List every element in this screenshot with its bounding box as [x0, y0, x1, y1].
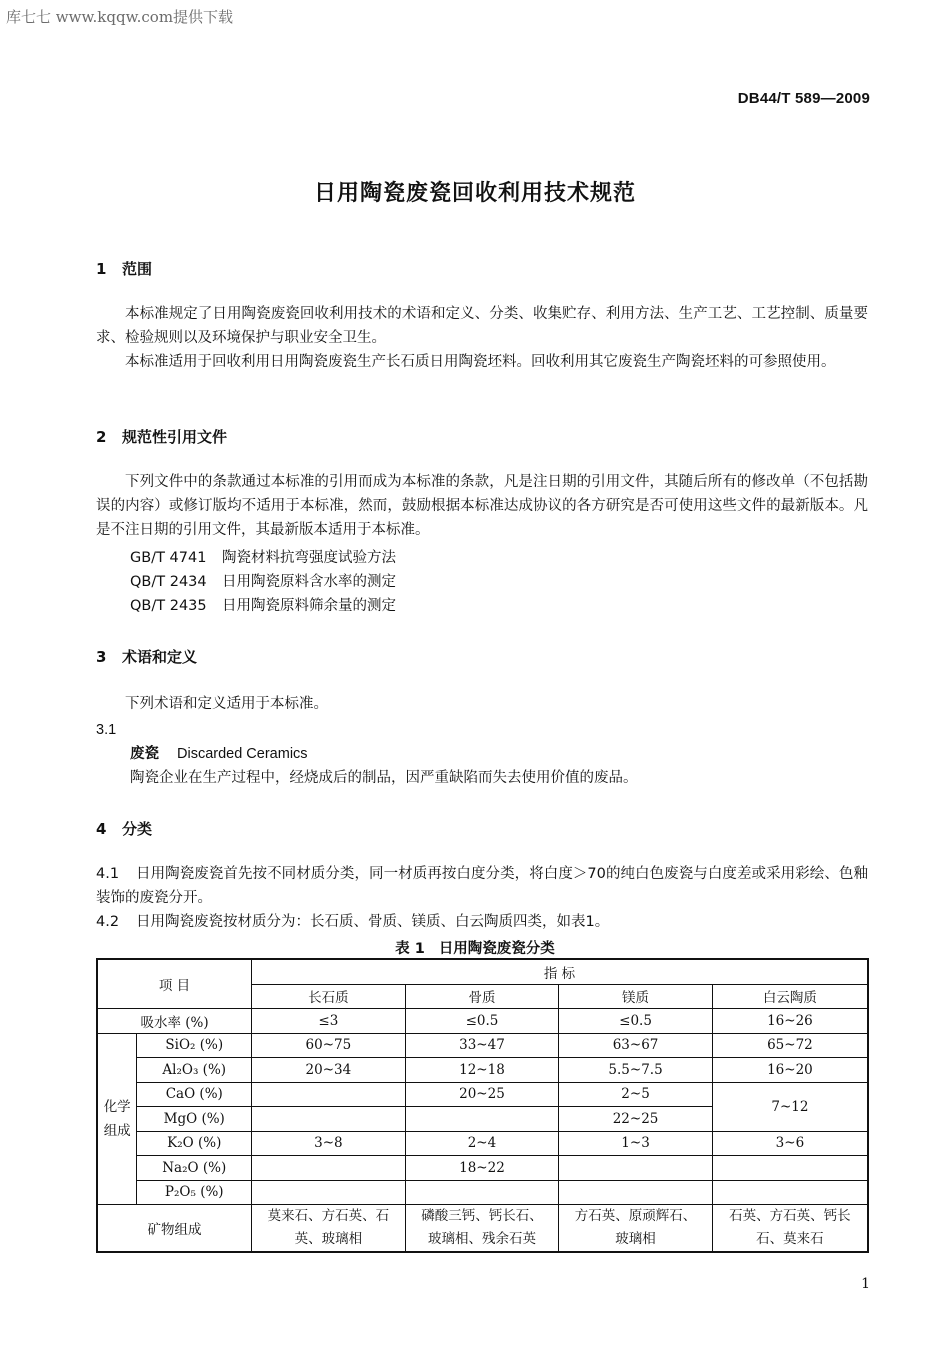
table-cell: 65~72: [712, 1033, 868, 1058]
reference-item: [130, 594, 396, 618]
table-cell: 60~75: [252, 1033, 406, 1058]
table-cell: [252, 1107, 406, 1132]
section-2-heading: [96, 426, 227, 447]
section-3-paragraph-1: 下列术语和定义适用于本标准。: [125, 696, 328, 712]
table-cell: [252, 1180, 406, 1205]
row-label: K₂O (%): [137, 1131, 252, 1156]
cell-line: 玻璃相、残余石英: [427, 1231, 536, 1247]
cell-line: 石英、方石英、钙长: [729, 1208, 851, 1224]
reference-title: 陶瓷材料抗弯强度试验方法: [222, 550, 396, 566]
document-title: 日用陶瓷废瓷回收利用技术规范: [313, 181, 636, 206]
row-label: Na₂O (%): [137, 1156, 252, 1181]
clause-number: 4.1: [96, 866, 120, 882]
clause-4-1: [96, 862, 868, 910]
table-cell: ≤0.5: [559, 1009, 713, 1034]
header-index: 指 标: [252, 959, 868, 984]
table-cell: [252, 1205, 406, 1253]
table-cell: [712, 1205, 868, 1253]
subsection-number: 3.1: [96, 722, 117, 738]
row-label: 吸水率 (%): [97, 1009, 252, 1034]
column-header: 镁质: [559, 984, 713, 1009]
table-cell: 12~18: [405, 1058, 559, 1083]
table-row-al2o3: [97, 1058, 868, 1083]
row-label: Al₂O₃ (%): [137, 1058, 252, 1083]
table-cell: [405, 1107, 559, 1132]
table-cell: [712, 1156, 868, 1181]
term-chinese: 废瓷: [130, 746, 159, 762]
reference-code: QB/T 2435: [130, 598, 207, 614]
table-caption: [0, 937, 950, 958]
reference-item: [130, 570, 396, 594]
clause-4-2: [96, 910, 609, 934]
table-row-mineral: [97, 1205, 868, 1253]
term-definition: 陶瓷企业在生产过程中，经烧成后的制品，因严重缺陷而失去使用价值的废品。: [130, 770, 638, 786]
reference-title: 日用陶瓷原料筛余量的测定: [222, 598, 396, 614]
table-cell: ≤3: [252, 1009, 406, 1034]
section-4-heading: [96, 818, 152, 839]
table-cell: [252, 1156, 406, 1181]
classification-table: [96, 958, 869, 1253]
table-cell: [405, 1205, 559, 1253]
row-label: MgO (%): [137, 1107, 252, 1132]
reference-title: 日用陶瓷原料含水率的测定: [222, 574, 396, 590]
table-cell: 33~47: [405, 1033, 559, 1058]
section-1-paragraph-1: 本标准规定了日用陶瓷废瓷回收利用技术的术语和定义、分类、收集贮存、利用方法、生产工艺、工艺控制、质量要求、检验规则以及环境保护与职业安全卫生。: [96, 306, 868, 346]
reference-code: QB/T 2434: [130, 574, 207, 590]
column-header: 骨质: [405, 984, 559, 1009]
table-cell: 18~22: [405, 1156, 559, 1181]
row-label: 矿物组成: [97, 1205, 252, 1253]
section-number: 1: [96, 260, 107, 278]
section-title: 术语和定义: [122, 648, 198, 666]
table-cell: ≤0.5: [405, 1009, 559, 1034]
table-caption-title: 日用陶瓷废瓷分类: [438, 941, 555, 957]
row-label: SiO₂ (%): [137, 1033, 252, 1058]
table-cell: 20~34: [252, 1058, 406, 1083]
table-row-cao: [97, 1082, 868, 1107]
section-1-heading: [96, 258, 152, 279]
section-number: 2: [96, 428, 107, 446]
term-english: Discarded Ceramics: [177, 746, 308, 762]
table-cell: 20~25: [405, 1082, 559, 1107]
section-3-heading: [96, 646, 197, 667]
cell-line: 磷酸三钙、钙长石、: [421, 1208, 543, 1224]
table-cell: [559, 1156, 713, 1181]
table-cell: 1~3: [559, 1131, 713, 1156]
section-2-paragraph-1: 下列文件中的条款通过本标准的引用而成为本标准的条款，凡是注日期的引用文件，其随后所有的修改单（不包括勘误的内容）或修订版均不适用于本标准，然而，鼓励根据本标准达成协议的各方研究是否可使用这些文件的最新版本。凡是不注日期的引用文件，其最新版本适用于本标准。: [96, 474, 868, 538]
table-cell: [405, 1180, 559, 1205]
table-cell: [559, 1180, 713, 1205]
column-header: 白云陶质: [712, 984, 868, 1009]
table-cell: 16~26: [712, 1009, 868, 1034]
table-row-na2o: [97, 1156, 868, 1181]
clause-text: 日用陶瓷废瓷首先按不同材质分类，同一材质再按白度分类，将白度＞70的纯白色废瓷与白度差或采用彩绘、色釉装饰的废瓷分开。: [96, 866, 868, 906]
cell-line: 方石英、原顽辉石、: [574, 1208, 697, 1224]
header-item: 项 目: [97, 959, 252, 1009]
table-cell: 2~4: [405, 1131, 559, 1156]
cell-line: 玻璃相: [615, 1231, 656, 1247]
table-cell: 3~6: [712, 1131, 868, 1156]
row-label: P₂O₅ (%): [137, 1180, 252, 1205]
reference-item: [130, 546, 396, 570]
section-title: 规范性引用文件: [122, 428, 228, 446]
table-cell: 3~8: [252, 1131, 406, 1156]
table-cell: 63~67: [559, 1033, 713, 1058]
section-number: 3: [96, 648, 107, 666]
table-cell: [252, 1082, 406, 1107]
table-row-p2o5: [97, 1180, 868, 1205]
table-cell: 2~5: [559, 1082, 713, 1107]
section-1-paragraph-2: 本标准适用于回收利用日用陶瓷废瓷生产长石质日用陶瓷坯料。回收利用其它废瓷生产陶瓷坯料的可参照使用。: [125, 354, 836, 370]
column-header: 长石质: [252, 984, 406, 1009]
section-title: 范围: [122, 260, 153, 278]
page-number: 1: [861, 1276, 870, 1292]
term: [130, 742, 308, 766]
table-row-water: [97, 1009, 868, 1034]
watermark: 库七七 www.kqqw.com提供下载: [6, 8, 234, 26]
table-cell: [712, 1180, 868, 1205]
section-number: 4: [96, 820, 107, 838]
table-cell: 16~20: [712, 1058, 868, 1083]
clause-number: 4.2: [96, 914, 120, 930]
table-cell: [559, 1205, 713, 1253]
row-label: CaO (%): [137, 1082, 252, 1107]
clause-text: 日用陶瓷废瓷按材质分为：长石质、骨质、镁质、白云陶质四类，如表1。: [136, 914, 610, 930]
reference-code: GB/T 4741: [130, 550, 207, 566]
cell-line: 石、莫来石: [756, 1231, 824, 1247]
section-title: 分类: [122, 820, 153, 838]
table-cell-merged: 7~12: [712, 1082, 868, 1131]
cell-line: 英、玻璃相: [294, 1231, 363, 1247]
chem-group-label: [97, 1033, 137, 1205]
table-caption-number: 表 1: [395, 941, 425, 957]
standard-number: DB44/T 589—2009: [737, 90, 870, 107]
table-cell: 5.5~7.5: [559, 1058, 713, 1083]
chem-group-label-line: 化学: [103, 1098, 131, 1115]
cell-line: 莫来石、方石英、石: [267, 1208, 390, 1224]
table-cell: 22~25: [559, 1107, 713, 1132]
chem-group-label-line: 组成: [103, 1122, 131, 1139]
table-row-sio2: [97, 1033, 868, 1058]
table-row-k2o: [97, 1131, 868, 1156]
table-header-row: [97, 959, 868, 984]
